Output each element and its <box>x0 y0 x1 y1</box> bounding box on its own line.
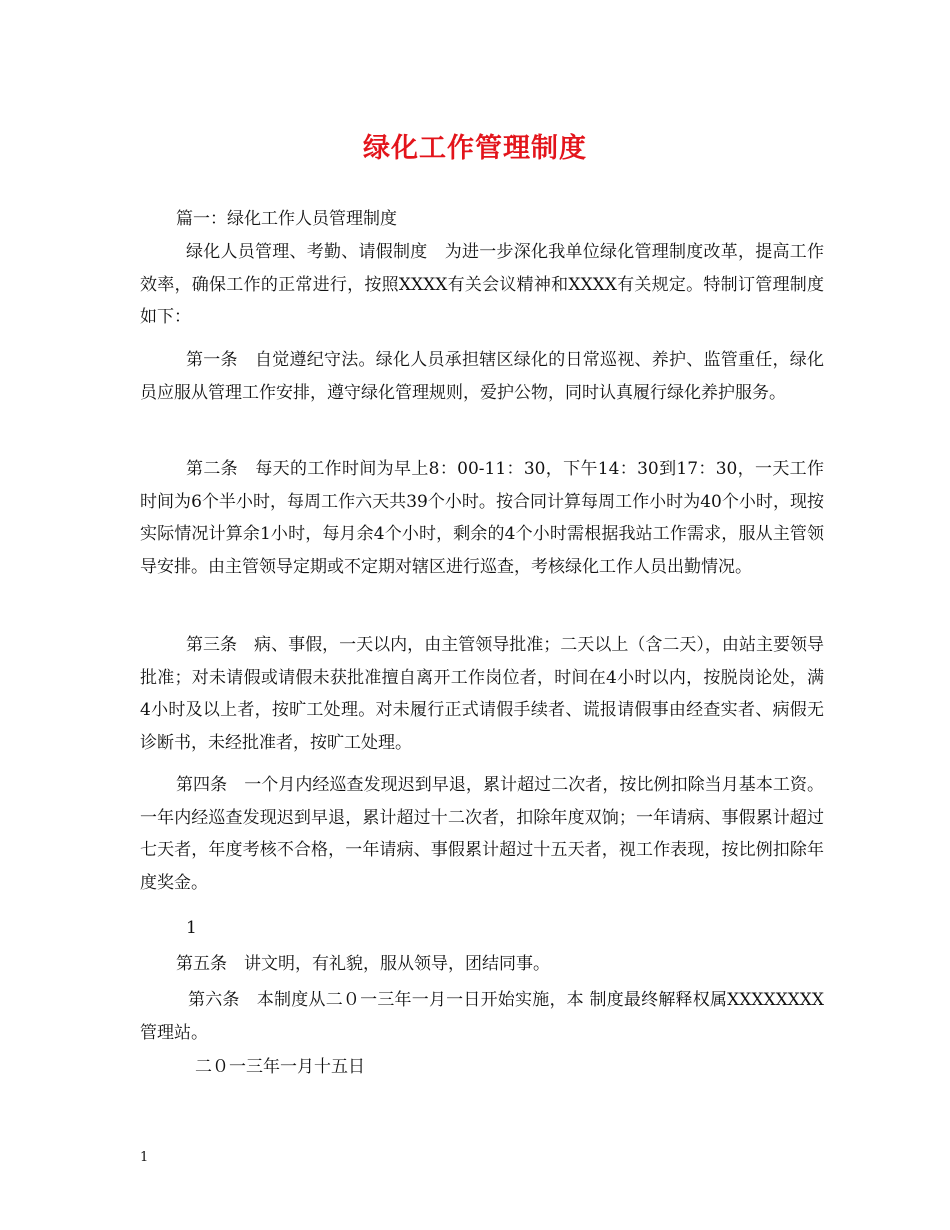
chapter-heading: 篇一：绿化工作人员管理制度 <box>176 209 397 229</box>
article-3: 第三条 病、事假，一天以内，由主管领导批准；二天以上（含二天），由站主要领导批准；对未请假或请假未获批准擅自离开工作岗位者，时间在4小时以内，按脱岗论处，满4小时及以上者，按旷工处理。对未履行正式请假手续者、谎报请假事由经查实者、病假无诊断书，未经批准者，按旷工处理。 <box>140 635 824 753</box>
intro-paragraph: 绿化人员管理、考勤、请假制度 为进一步深化我单位绿化管理制度改革，提高工作效率，确保工作的正常进行，按照XXXX有关会议精神和XXXX有关规定。特制订管理制度如下： <box>140 242 824 327</box>
article-4: 第四条 一个月内经巡查发现迟到早退，累计超过二次者，按比例扣除当月基本工资。一年内经巡查发现迟到早退，累计超过十二次者，扣除年度双饷；一年请病、事假累计超过七天者，年度考核不合格，一年请病、事假累计超过十五天者，视工作表现，按比例扣除年度奖金。 <box>140 775 824 893</box>
article-5: 第五条 讲文明，有礼貌，服从领导，团结同事。 <box>176 954 550 974</box>
article-6: 第六条 本制度从二０一三年一月一日开始实施，本 制度最终解释权属XXXXXXXX管理站。 <box>140 990 824 1043</box>
document-date: 二０一三年一月十五日 <box>195 1057 365 1077</box>
inline-page-marker: 1 <box>186 918 197 938</box>
article-1: 第一条 自觉遵纪守法。绿化人员承担辖区绿化的日常巡视、养护、监管重任，绿化员应服从管理工作安排，遵守绿化管理规则，爱护公物，同时认真履行绿化养护服务。 <box>140 350 824 403</box>
article-2: 第二条 每天的工作时间为早上8：00-11：30，下午14：30到17：30，一天工作时间为6个半小时，每周工作六天共39个小时。按合同计算每周工作小时为40个小时，现按实际情况计算余1小时，每月余4个小时，剩余的4个小时需根据我站工作需求，服从主管领导安排。由主管领导定期或不定期对辖区进行巡查，考核绿化工作人员出勤情况。 <box>140 459 824 577</box>
document-title: 绿化工作管理制度 <box>363 133 587 164</box>
footer-page-number: 1 <box>140 1150 149 1165</box>
